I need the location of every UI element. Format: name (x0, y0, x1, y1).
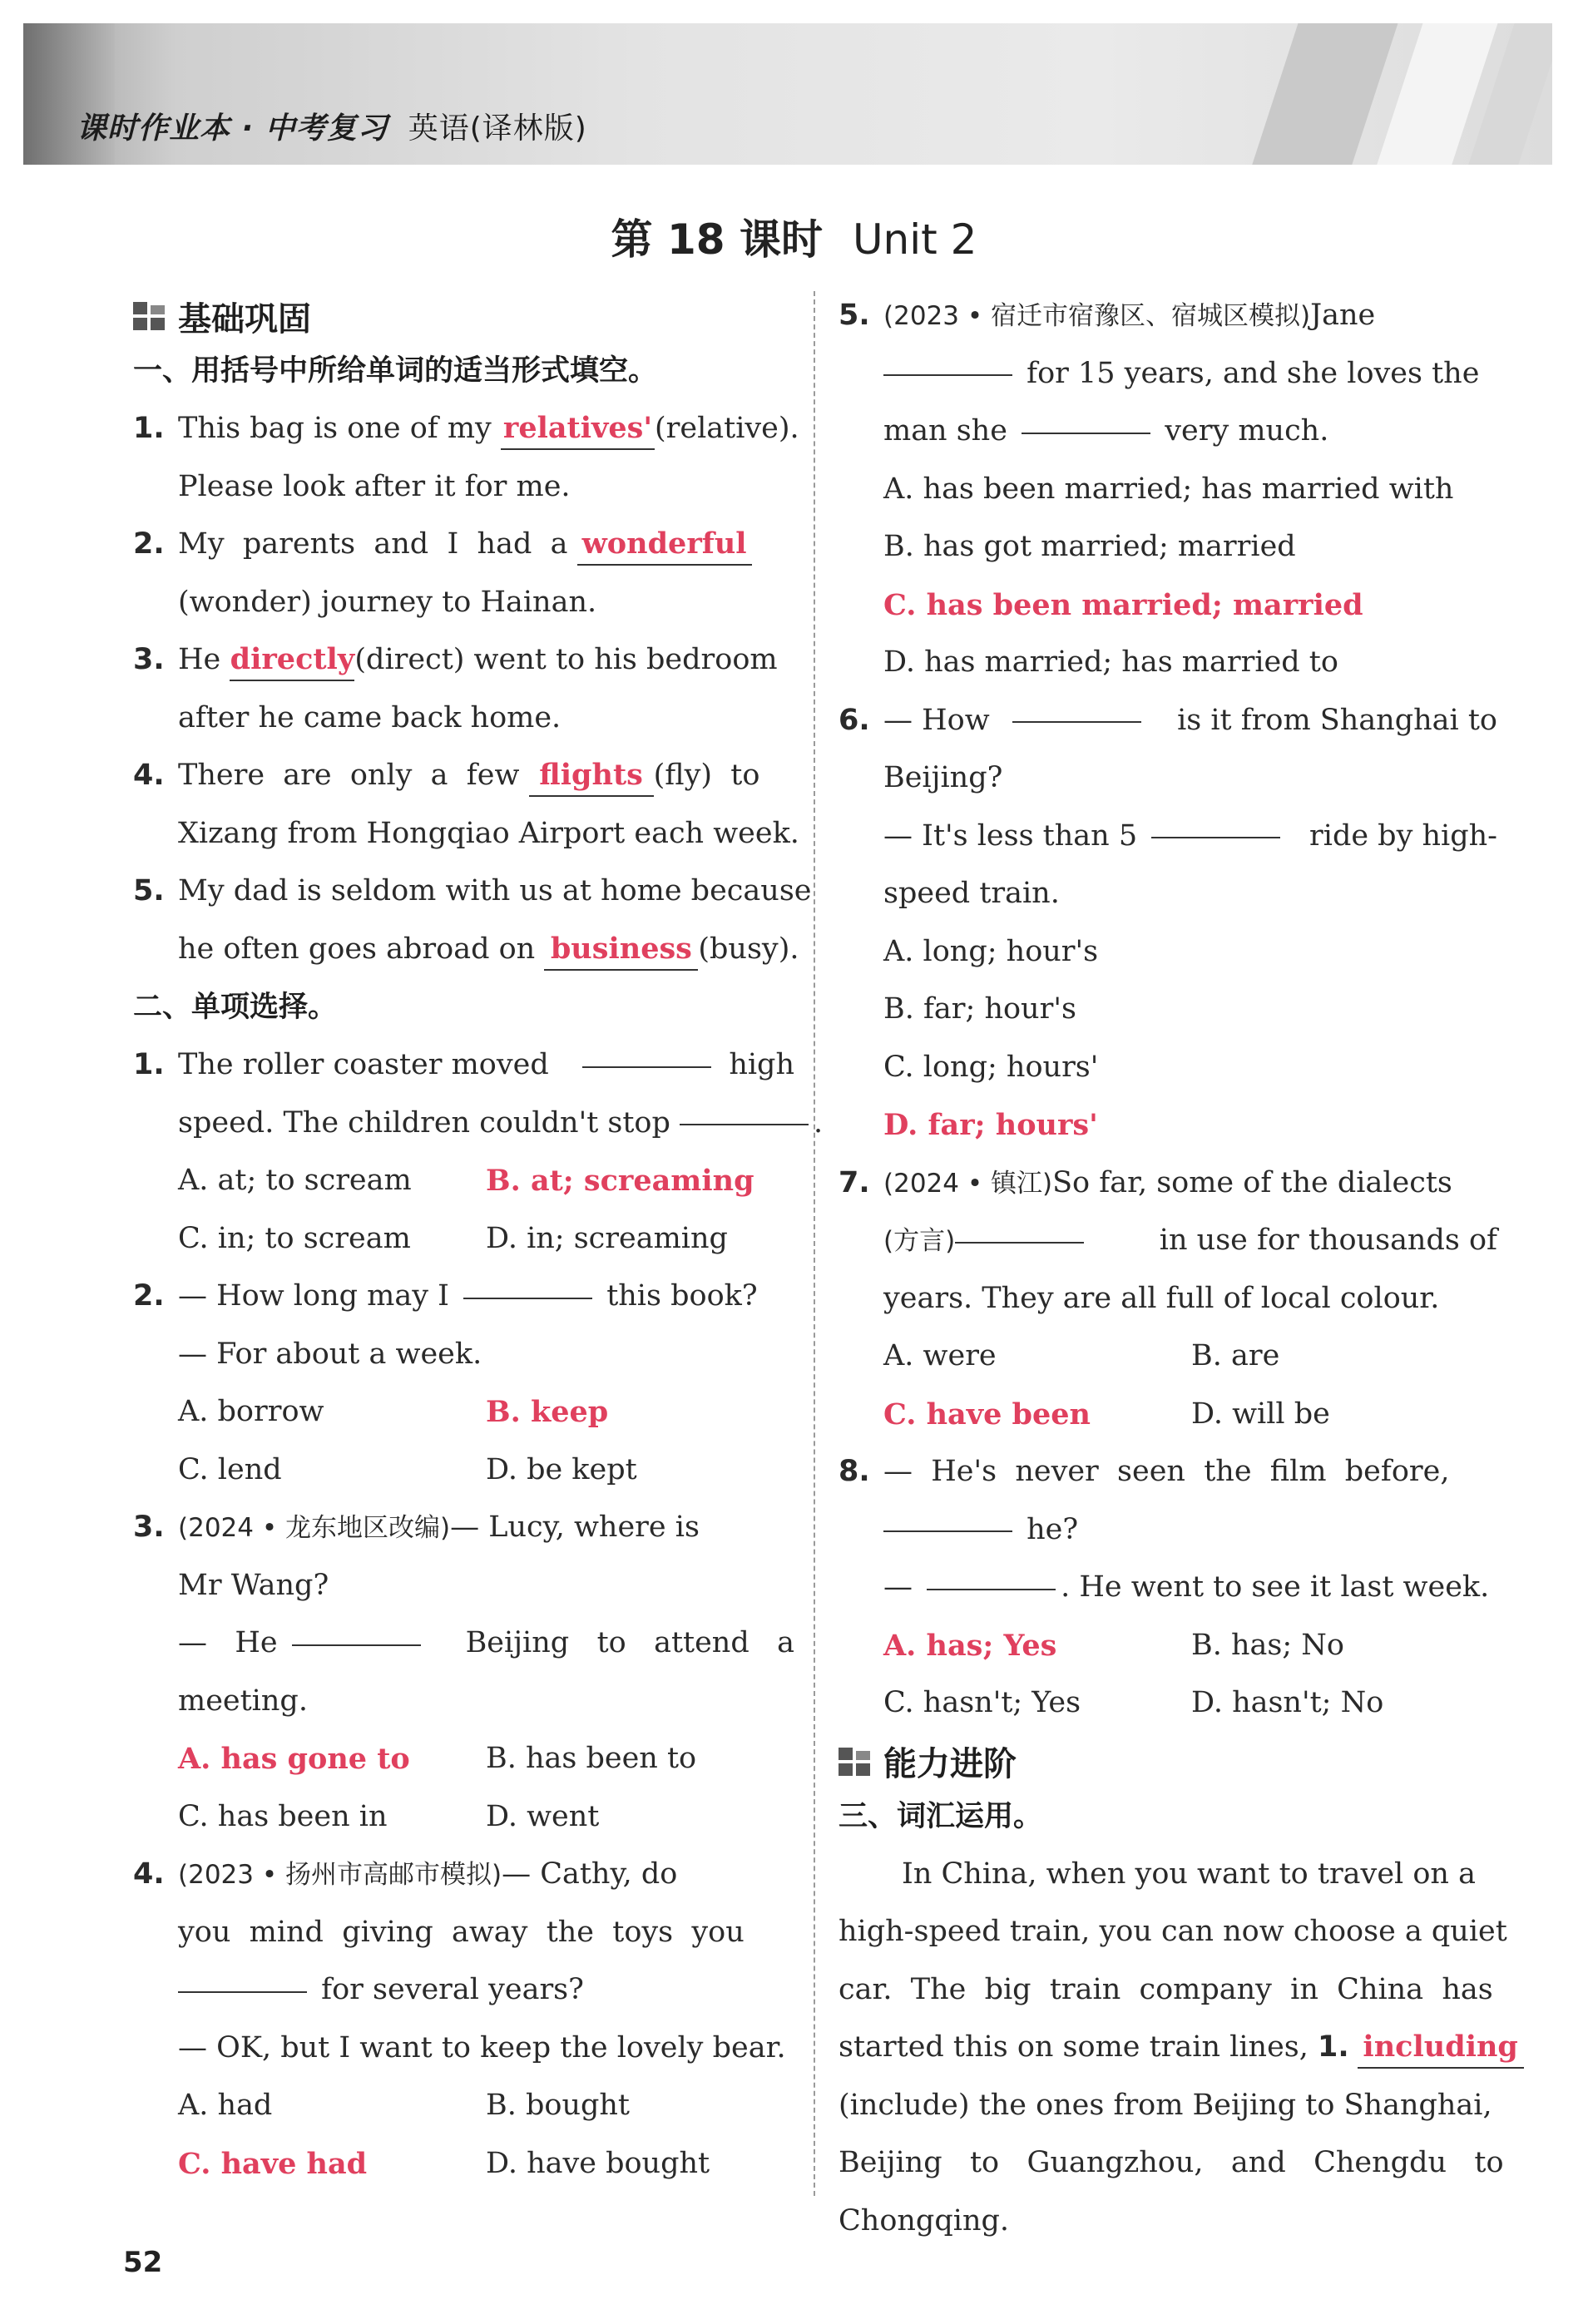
option[interactable]: D. will be (1191, 1397, 1330, 1431)
left-column (133, 287, 824, 2193)
mc-options-4b (133, 2135, 794, 2193)
passage-line: car. The big train company in China has (839, 1972, 1493, 2006)
option[interactable]: B. has got married; married (883, 530, 1296, 563)
mc-question-3-cont3: meeting. (178, 1684, 308, 1718)
passage-line: started this on some train lines, 1. including (839, 2019, 1497, 2077)
answer-blank[interactable] (955, 1240, 1084, 1244)
passage-line: high-speed train, you can now choose a quiet (839, 1915, 1507, 1948)
column-divider (814, 291, 815, 2196)
mc-question-4-cont: you mind giving away the toys you (178, 1915, 745, 1949)
section-icon (839, 1748, 872, 1776)
option[interactable]: B. far; hour's (883, 992, 1076, 1026)
mc-question-1-cont: speed. The children couldn't stop . (178, 1105, 824, 1140)
answer-blank[interactable] (883, 373, 1012, 376)
mc-question-7-cont2: years. They are all full of local colour. (883, 1281, 1440, 1315)
answer-blank[interactable] (680, 1122, 809, 1125)
answer-blank[interactable]: wonderful (577, 524, 752, 566)
answer-blank[interactable]: including (1358, 2027, 1524, 2069)
mc-question-8: 8. — He's never seen the film before, (839, 1455, 1450, 1488)
answer-blank[interactable] (582, 1065, 711, 1068)
unit-label: Unit 2 (852, 215, 977, 264)
series-title: 课时作业本 · 中考复习 英语(译林版) (77, 111, 587, 146)
mc-question-2-cont: — For about a week. (178, 1337, 482, 1371)
answer-blank[interactable] (927, 1587, 1056, 1590)
mc-question-6-cont3: speed train. (883, 877, 1060, 910)
option-correct[interactable]: C. have had (178, 2146, 368, 2181)
subject-label: 英语(译林版) (408, 111, 587, 146)
fill-item-1: 1. This bag is one of my relatives'(relative). (133, 400, 794, 458)
option-correct[interactable]: B. keep (486, 1395, 609, 1429)
mc-question-5-cont2: man she very much. (883, 414, 1329, 447)
answer-blank[interactable]: directly (230, 640, 354, 681)
option[interactable]: B. bought (486, 2089, 631, 2122)
right-column (839, 287, 1518, 2250)
option[interactable]: B. has; No (1191, 1628, 1344, 1662)
mc-question-3-cont2: — He Beijing to attend a (178, 1626, 794, 1659)
option[interactable]: C. lend (178, 1452, 282, 1486)
option[interactable]: D. has married; has married to (883, 645, 1338, 679)
mc-question-5: 5. (2023 • 宿迁市宿豫区、宿城区模拟)Jane (839, 299, 1376, 332)
page-number: 52 (123, 2246, 163, 2279)
mc-question-4: 4. (2023 • 扬州市高邮市模拟)— Cathy, do (133, 1857, 678, 1891)
answer-blank[interactable] (1012, 719, 1141, 723)
fill-item-1-cont: Please look after it for me. (178, 469, 571, 503)
option[interactable]: C. hasn't; Yes (883, 1686, 1081, 1719)
mc-question-2: 2. — How long may I this book? (133, 1279, 758, 1313)
mc-options-3b (133, 1788, 794, 1847)
answer-blank[interactable] (292, 1643, 421, 1646)
fill-item-3-cont: after he came back home. (178, 700, 561, 734)
mc-question-7-cont: (方言) in use for thousands of (883, 1224, 1497, 1257)
lesson-title: 第 18 课时 Unit 2 (611, 215, 977, 264)
option[interactable]: B. has been to (486, 1742, 697, 1775)
mc-options-8b (839, 1674, 1497, 1733)
part1-instruction: 一、用括号中所给单词的适当形式填空。 (133, 354, 658, 388)
mc-question-6-cont: Beijing? (883, 761, 1003, 794)
mc-question-5-cont: for 15 years, and she loves the (839, 345, 1497, 403)
option-correct[interactable]: C. has been married; married (883, 587, 1363, 622)
option[interactable]: A. at; to scream (178, 1164, 412, 1197)
option-correct[interactable]: D. far; hours' (883, 1108, 1098, 1142)
option-correct[interactable]: A. has gone to (178, 1742, 410, 1776)
mc-options-1a (133, 1152, 794, 1210)
mc-options-7a (839, 1328, 1497, 1386)
option[interactable]: C. in; to scream (178, 1221, 411, 1255)
option-correct[interactable]: B. at; screaming (486, 1164, 754, 1198)
answer-blank[interactable]: relatives' (501, 408, 655, 450)
mc-options-1b (133, 1210, 794, 1268)
option[interactable]: D. in; screaming (486, 1221, 728, 1255)
mc-options-2a (133, 1383, 794, 1441)
passage-line: Beijing to Guangzhou, and Chengdu to (839, 2146, 1504, 2179)
question-source: (2023 • 扬州市高邮市模拟) (178, 1860, 502, 1890)
answer-blank[interactable]: business (544, 929, 698, 971)
question-source: (2024 • 镇江) (883, 1168, 1053, 1199)
answer-blank[interactable]: flights (529, 755, 654, 797)
answer-blank[interactable] (463, 1296, 592, 1299)
option-correct[interactable]: A. has; Yes (883, 1628, 1057, 1663)
mc-question-4-cont2: for several years? (133, 1961, 794, 2020)
section-icon (133, 302, 166, 330)
option[interactable]: C. long; hours' (883, 1050, 1099, 1084)
mc-options-4a (133, 2077, 794, 2135)
option[interactable]: B. are (1191, 1339, 1280, 1372)
mc-question-4-cont3: — OK, but I want to keep the lovely bear. (178, 2030, 786, 2064)
option[interactable]: D. hasn't; No (1191, 1686, 1384, 1719)
answer-blank[interactable] (1022, 431, 1150, 434)
mc-options-8a (839, 1617, 1497, 1675)
answer-blank[interactable] (883, 1529, 1012, 1532)
question-source: (2024 • 龙东地区改编) (178, 1513, 451, 1543)
question-source: (2023 • 宿迁市宿豫区、宿城区模拟) (883, 301, 1311, 331)
passage-line: In China, when you want to travel on a (902, 1857, 1476, 1891)
mc-options-3a (133, 1730, 794, 1788)
mc-options-7b (839, 1386, 1497, 1444)
section-basic: 基础巩固 (133, 290, 794, 342)
mc-question-8-cont2: — . He went to see it last week. (883, 1570, 1490, 1604)
option[interactable]: A. were (883, 1339, 997, 1372)
answer-blank[interactable] (178, 1990, 307, 1993)
mc-question-1: 1. The roller coaster moved high (133, 1048, 794, 1081)
option[interactable]: A. borrow (178, 1395, 324, 1428)
option[interactable]: D. went (486, 1799, 600, 1833)
mc-question-6-cont2: — It's less than 5 ride by high- (883, 818, 1497, 853)
option[interactable]: D. have bought (486, 2146, 710, 2180)
option[interactable]: D. be kept (486, 1452, 637, 1486)
fill-item-5-cont: he often goes abroad on business (busy). (133, 921, 794, 979)
option[interactable]: A. long; hour's (883, 934, 1099, 968)
mc-question-6: 6. — How is it from Shanghai to (839, 703, 1497, 737)
fill-item-2-cont: (wonder) journey to Hainan. (178, 585, 597, 619)
mc-question-3: 3. (2024 • 龙东地区改编)— Lucy, where is (133, 1511, 700, 1544)
section-advanced: 能力进阶 (839, 1736, 1497, 1788)
fill-item-2: 2. My parents and I had a wonderful (133, 516, 794, 574)
option[interactable]: A. had (178, 2089, 273, 2122)
fill-item-4: 4. There are only a few flights (fly) to (133, 747, 794, 805)
mc-question-8-cont: he? (839, 1501, 1497, 1560)
option[interactable]: A. has been married; has married with (883, 472, 1454, 506)
answer-blank[interactable] (1151, 835, 1280, 838)
option[interactable]: C. has been in (178, 1799, 388, 1833)
passage-line: Chongqing. (839, 2203, 1010, 2237)
mc-question-7: 7. (2024 • 镇江)So far, some of the dialects (839, 1165, 1452, 1199)
fill-item-3: 3. He directly(direct) went to his bedroom (133, 631, 794, 690)
fill-item-4-cont: Xizang from Hongqiao Airport each week. (178, 816, 799, 850)
fill-item-5: 5. My dad is seldom with us at home because (133, 874, 812, 907)
option-correct[interactable]: C. have been (883, 1397, 1091, 1431)
mc-question-3-cont: Mr Wang? (178, 1568, 329, 1602)
part3-instruction: 三、词汇运用。 (839, 1799, 1043, 1833)
mc-options-2b (133, 1441, 794, 1500)
passage-line: (include) the ones from Beijing to Shanghai, (839, 2088, 1492, 2122)
part2-instruction: 二、单项选择。 (133, 991, 338, 1024)
